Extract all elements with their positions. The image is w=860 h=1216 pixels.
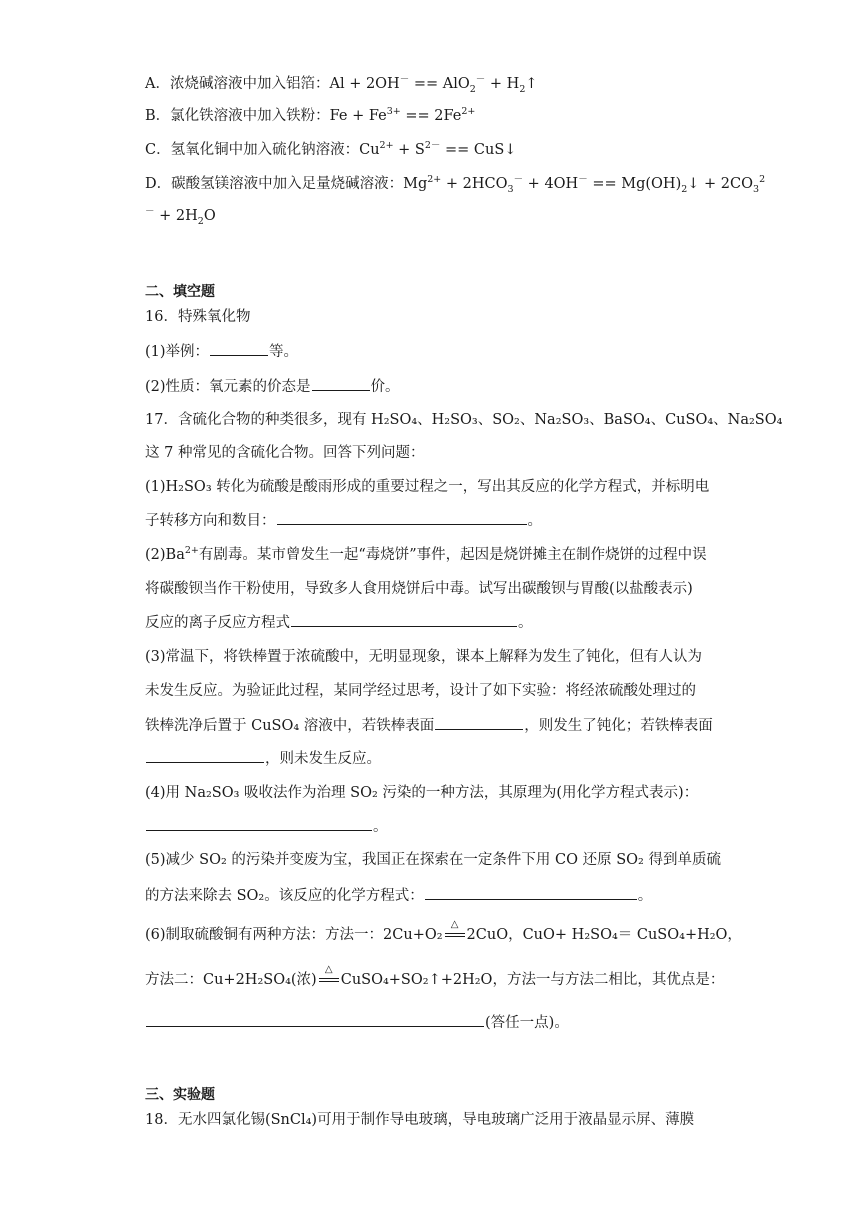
heating-condition-symbol: △: [443, 925, 467, 945]
option-c: C．氢氧化铜中加入硫化钠溶液：$Cu^{2+} + S^{2-}$ == CuS↓: [145, 140, 517, 158]
q17-part4-line2: 。: [145, 816, 725, 837]
option-b: B．氯化铁溶液中加入铁粉：$Fe + Fe^{3+} == 2Fe^{2+}$: [145, 106, 476, 124]
q17-part2-line3: 反应的离子反应方程式 。: [145, 612, 725, 633]
answer-blank[interactable]: [146, 748, 264, 763]
q17-part3-line2: 未发生反应。为验证此过程，某同学经过思考，设计了如下实验：将经浓硫酸处理过的: [145, 683, 696, 699]
answer-blank[interactable]: [146, 1012, 484, 1027]
option-a: A．浓烧碱溶液中加入铝箔：$Al + 2OH^- == AlO_2^- + H_2↑$: [145, 74, 538, 95]
q17-part5-line2: 的方法来除去 SO₂。该反应的化学方程式： 。: [145, 885, 725, 906]
section-heading-fill-in: 二、填空题: [145, 284, 215, 300]
answer-blank[interactable]: [435, 715, 523, 730]
q17-intro: 17．含硫化合物的种类很多，现有 H₂SO₄、H₂SO₃、SO₂、Na₂SO₃、BaSO₄、CuSO₄、Na₂SO₄: [145, 412, 783, 428]
answer-blank[interactable]: [277, 510, 527, 525]
heating-condition-symbol: △: [317, 970, 341, 990]
answer-blank[interactable]: [210, 341, 268, 356]
answer-blank[interactable]: [291, 612, 517, 627]
q17-intro-continued: 这 7 种常见的含硫化合物。回答下列问题：: [145, 445, 425, 461]
q16-part1: (1)举例： 等。: [145, 341, 725, 362]
q18-intro: 18．无水四氯化锡(SnCl₄)可用于制作导电玻璃，导电玻璃广泛用于液晶显示屏、薄膜: [145, 1112, 695, 1128]
q17-part6-line3: (答任一点)。: [145, 1012, 725, 1033]
answer-blank[interactable]: [312, 376, 370, 391]
section-heading-experiment: 三、实验题: [145, 1087, 215, 1103]
q17-part1: (1)H₂SO₃ 转化为硫酸是酸雨形成的重要过程之一，写出其反应的化学方程式，并标明电: [145, 479, 710, 495]
option-d-continued: $^- + 2H_2O$: [145, 206, 216, 227]
q17-part2: $(2)Ba^{2+}$有剧毒。某市曾发生一起“毒烧饼”事件，起因是烧饼摊主在制作烧饼的过程中误: [145, 545, 707, 563]
q17-part6: (6)制取硫酸铜有两种方法：方法一：2Cu+O₂ △ 2CuO，CuO+ H₂SO₄＝ CuSO₄+H₂O，: [145, 919, 742, 943]
q17-part5: (5)减少 SO₂ 的污染并变废为宝，我国正在探索在一定条件下用 CO 还原 SO₂ 得到单质硫: [145, 852, 721, 868]
q16-title: 16．特殊氧化物: [145, 309, 251, 325]
q17-part1-continued: 子转移方向和数目： 。: [145, 510, 725, 531]
q17-part6-line2: 方法二：Cu+2H₂SO₄(浓) △ CuSO₄+SO₂↑+2H₂O，方法一与方法二相比，其优点是：: [145, 964, 725, 988]
q17-part3-line4: ，则未发生反应。: [145, 748, 725, 769]
q16-part2: (2)性质：氧元素的价态是 价。: [145, 376, 725, 397]
answer-blank[interactable]: [425, 885, 637, 900]
option-d: D．碳酸氢镁溶液中加入足量烧碱溶液：$Mg^{2+} + 2HCO_3^- + 4OH^-$ == $Mg(OH)_2↓ + 2CO_3^2$: [145, 174, 766, 195]
answer-blank[interactable]: [146, 816, 372, 831]
q17-part3: (3)常温下，将铁棒置于浓硫酸中，无明显现象，课本上解释为发生了钝化，但有人认为: [145, 649, 703, 665]
q17-part2-line2: 将碳酸钡当作干粉使用，导致多人食用烧饼后中毒。试写出碳酸钡与胃酸(以盐酸表示): [145, 581, 693, 597]
q17-part4: (4)用 Na₂SO₃ 吸收法作为治理 SO₂ 污染的一种方法，其原理为(用化学方程式表示)：: [145, 785, 699, 801]
q17-part3-line3: 铁棒洗净后置于 CuSO₄ 溶液中，若铁棒表面 ，则发生了钝化；若铁棒表面: [145, 715, 725, 736]
